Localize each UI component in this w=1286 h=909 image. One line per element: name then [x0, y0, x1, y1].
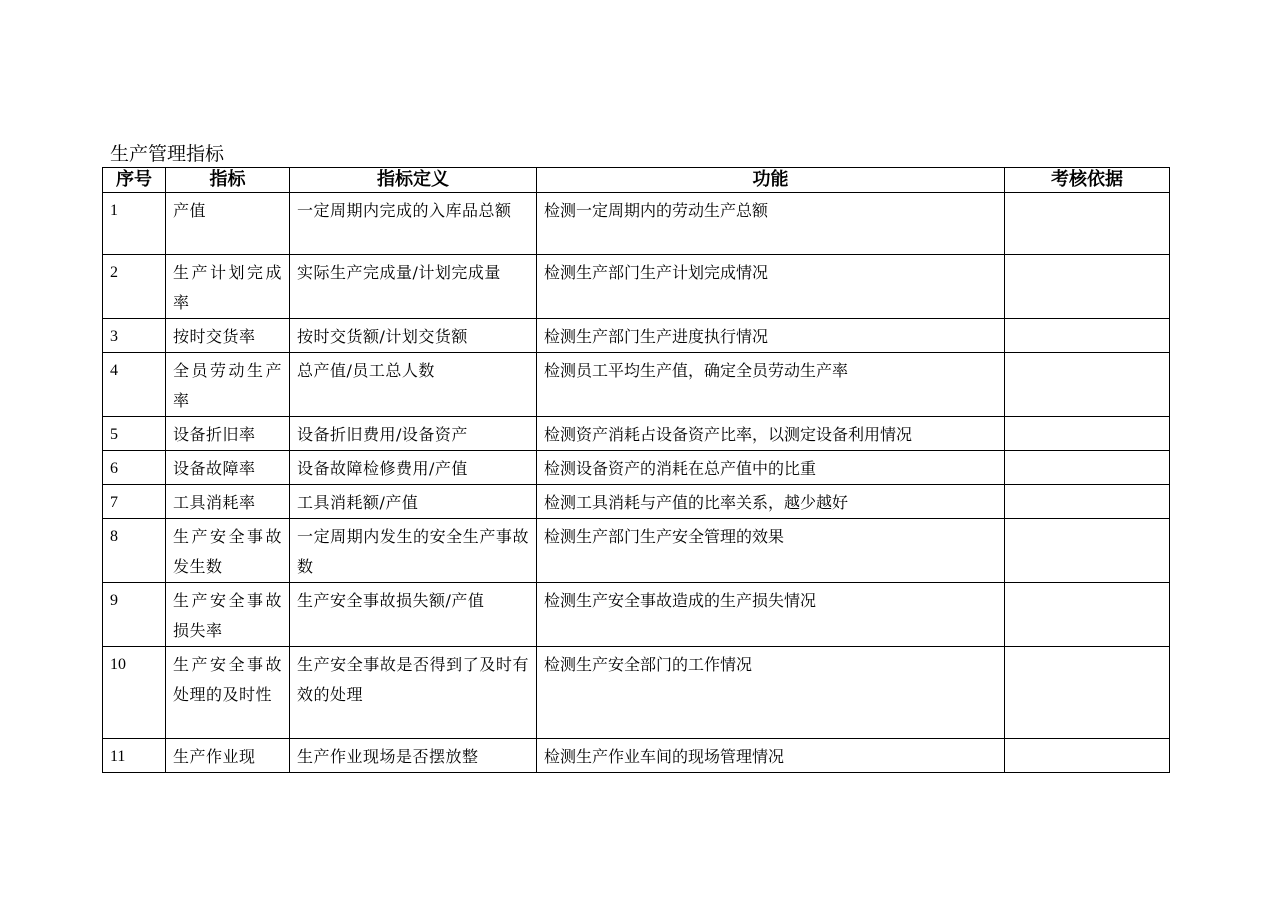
- metrics-table: [102, 167, 1170, 773]
- cell-basis: [1005, 353, 1170, 417]
- cell-function: 检测生产安全事故造成的生产损失情况: [537, 583, 1005, 647]
- cell-definition: 工具消耗额/产值: [290, 485, 537, 519]
- cell-definition: 总产值/员工总人数: [290, 353, 537, 417]
- header-basis: 考核依据: [1005, 168, 1170, 193]
- cell-function: 检测生产安全部门的工作情况: [537, 647, 1005, 739]
- cell-definition: 生产安全事故损失额/产值: [290, 583, 537, 647]
- cell-function: 检测生产部门生产进度执行情况: [537, 319, 1005, 353]
- cell-basis: [1005, 417, 1170, 451]
- cell-metric: 生产安全事故损失率: [166, 583, 290, 647]
- table-row: [103, 255, 1170, 319]
- cell-no: 7: [103, 485, 166, 519]
- cell-definition: 生产安全事故是否得到了及时有效的处理: [290, 647, 537, 739]
- table-row: [103, 193, 1170, 255]
- page-title: 生产管理指标: [110, 143, 225, 165]
- cell-definition: 生产作业现场是否摆放整: [290, 739, 537, 773]
- cell-no: 3: [103, 319, 166, 353]
- cell-basis: [1005, 739, 1170, 773]
- cell-metric: 工具消耗率: [166, 485, 290, 519]
- cell-definition: 设备故障检修费用/产值: [290, 451, 537, 485]
- cell-no: 2: [103, 255, 166, 319]
- cell-basis: [1005, 519, 1170, 583]
- header-no: 序号: [103, 168, 166, 193]
- table-row: [103, 485, 1170, 519]
- cell-definition: 一定周期内完成的入库品总额: [290, 193, 537, 255]
- table-row: [103, 519, 1170, 583]
- cell-no: 4: [103, 353, 166, 417]
- cell-metric: 生产作业现: [166, 739, 290, 773]
- cell-definition: 实际生产完成量/计划完成量: [290, 255, 537, 319]
- cell-function: 检测生产部门生产计划完成情况: [537, 255, 1005, 319]
- table-row: [103, 319, 1170, 353]
- cell-definition: 设备折旧费用/设备资产: [290, 417, 537, 451]
- cell-basis: [1005, 193, 1170, 255]
- header-function: 功能: [537, 168, 1005, 193]
- cell-function: 检测一定周期内的劳动生产总额: [537, 193, 1005, 255]
- cell-metric: 全员劳动生产率: [166, 353, 290, 417]
- cell-no: 11: [103, 739, 166, 773]
- cell-basis: [1005, 319, 1170, 353]
- cell-no: 8: [103, 519, 166, 583]
- cell-function: 检测设备资产的消耗在总产值中的比重: [537, 451, 1005, 485]
- cell-metric: 设备故障率: [166, 451, 290, 485]
- cell-metric: 生产安全事故发生数: [166, 519, 290, 583]
- cell-basis: [1005, 255, 1170, 319]
- header-metric: 指标: [166, 168, 290, 193]
- cell-basis: [1005, 647, 1170, 739]
- table-row: [103, 353, 1170, 417]
- table-header-row: [103, 168, 1170, 193]
- cell-function: 检测员工平均生产值，确定全员劳动生产率: [537, 353, 1005, 417]
- cell-metric: 生产计划完成率: [166, 255, 290, 319]
- cell-basis: [1005, 583, 1170, 647]
- header-definition: 指标定义: [290, 168, 537, 193]
- cell-basis: [1005, 451, 1170, 485]
- cell-no: 10: [103, 647, 166, 739]
- cell-basis: [1005, 485, 1170, 519]
- cell-definition: 一定周期内发生的安全生产事故数: [290, 519, 537, 583]
- cell-function: 检测生产作业车间的现场管理情况: [537, 739, 1005, 773]
- table-row: [103, 583, 1170, 647]
- table-row: [103, 417, 1170, 451]
- cell-metric: 生产安全事故处理的及时性: [166, 647, 290, 739]
- cell-function: 检测工具消耗与产值的比率关系，越少越好: [537, 485, 1005, 519]
- cell-no: 9: [103, 583, 166, 647]
- cell-no: 6: [103, 451, 166, 485]
- cell-no: 1: [103, 193, 166, 255]
- cell-metric: 产值: [166, 193, 290, 255]
- table-row: [103, 647, 1170, 739]
- table-row: [103, 451, 1170, 485]
- cell-metric: 设备折旧率: [166, 417, 290, 451]
- cell-metric: 按时交货率: [166, 319, 290, 353]
- cell-no: 5: [103, 417, 166, 451]
- cell-function: 检测生产部门生产安全管理的效果: [537, 519, 1005, 583]
- cell-function: 检测资产消耗占设备资产比率，以测定设备利用情况: [537, 417, 1005, 451]
- table-row: [103, 739, 1170, 773]
- cell-definition: 按时交货额/计划交货额: [290, 319, 537, 353]
